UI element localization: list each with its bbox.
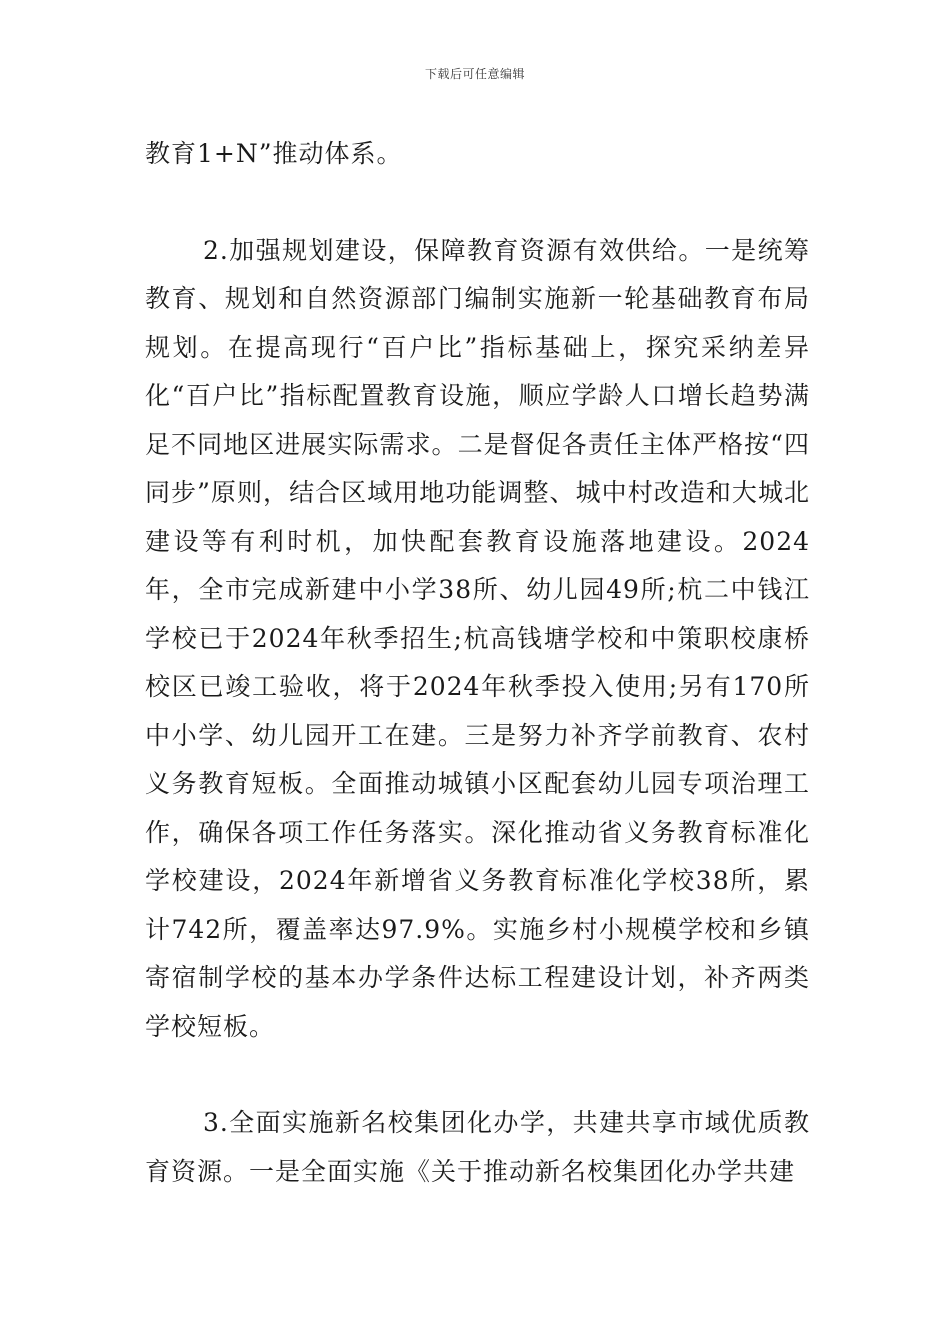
paragraph-section-3: 3.全面实施新名校集团化办学，共建共享市域优质教育资源。一是全面实施《关于推动新名校集团化办学共建 <box>145 1108 810 1186</box>
paragraph-section-2: 2.加强规划建设，保障教育资源有效供给。一是统筹教育、规划和自然资源部门编制实施新一轮基础教育布局规划。在提高现行“百户比”指标基础上，探究采纳差异化“百户比”指标配置教育设施，顺应学龄人口增长趋势满足不同地区进展实际需求。二是督促各责任主体严格按“四同步”原则，结合区域用地功能调整、城中村改造和大城北建设等有利时机，加快配套教育设施落地建设。2024年，全市完成新建中小学38所、幼儿园49所;杭二中钱江学校已于2024年秋季招生;杭高钱塘学校和中策职校康桥校区已竣工验收，将于2024年秋季投入使用;另有170所中小学、幼儿园开工在建。三是努力补齐学前教育、农村义务教育短板。全面推动城镇小区配套幼儿园专项治理工作，确保各项工作任务落实。深化推动省义务教育标准化学校建设，2024年新增省义务教育标准化学校38所，累计742所，覆盖率达97.9%。实施乡村小规模学校和乡镇寄宿制学校的基本办学条件达标工程建设计划，补齐两类学校短板。 <box>145 235 810 1041</box>
page-header-note: 下载后可任意编辑 <box>424 67 525 81</box>
paragraph-continuation: 教育1+N”推动体系。 <box>145 139 403 168</box>
document-body <box>145 130 810 1196</box>
